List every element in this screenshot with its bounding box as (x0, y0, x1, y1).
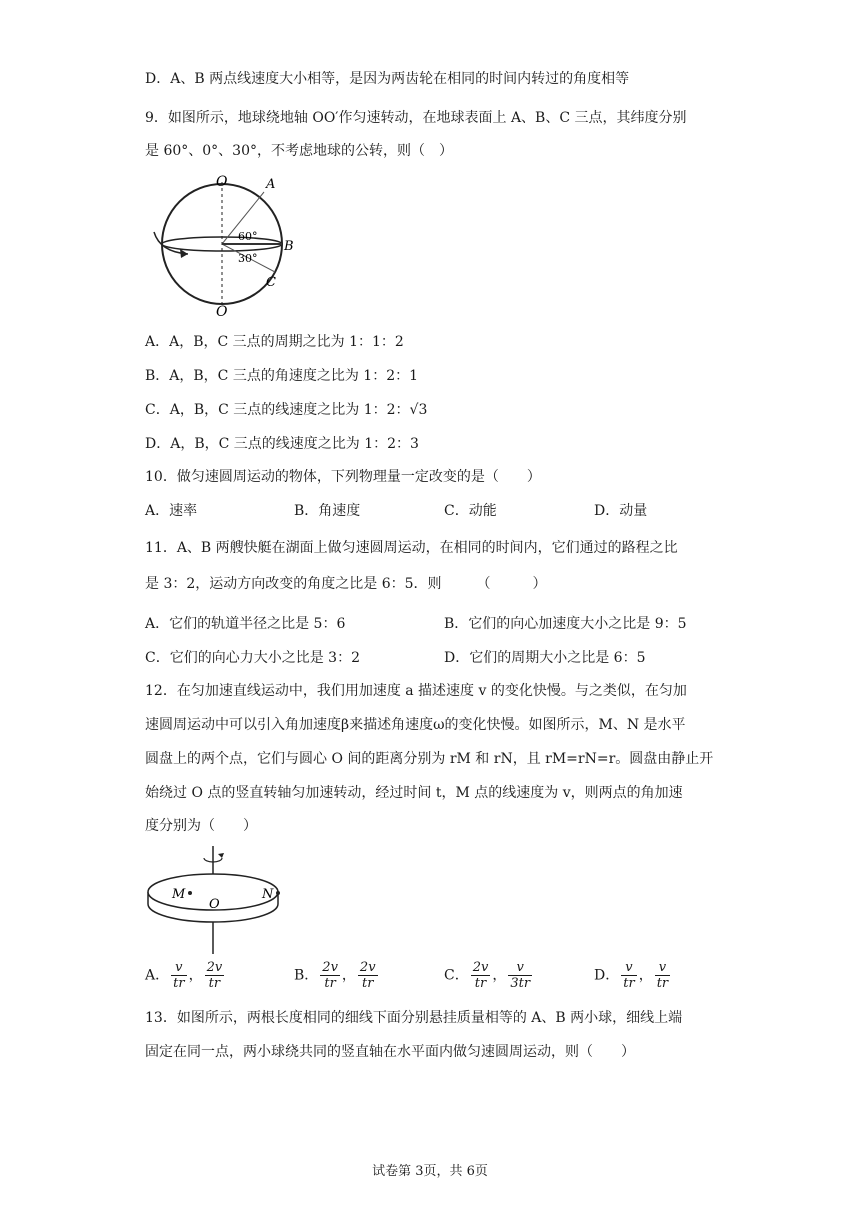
frac-d1: $\frac{v}{tr}$ (623, 960, 635, 991)
label-60: 60° (238, 230, 258, 243)
q9-option-a: A．A，B，C 三点的周期之比为 1：1：2 (145, 334, 404, 350)
label-c: C (266, 275, 276, 290)
q12-option-c (444, 960, 534, 991)
q9-option-d: D．A，B，C 三点的线速度之比为 1：2：3 (145, 436, 419, 452)
label-m: M (172, 887, 186, 902)
frac-a2: $\frac{2v}{tr}$ (206, 960, 223, 991)
label-o-top: O (216, 174, 228, 190)
q9-option-c-sqrt: √3 (409, 402, 428, 418)
q12-option-a-letter: A． (145, 967, 170, 984)
q13-stem-line1: 13．如图所示，两根长度相同的细线下面分别悬挂质量相等的 A、B 两小球，细线上端 (145, 1010, 683, 1026)
q10-option-b: B．角速度 (294, 503, 361, 519)
q9-option-b: B．A，B，C 三点的角速度之比为 1：2：1 (145, 368, 419, 384)
q13-stem-line2: 固定在同一点，两小球绕共同的竖直轴在水平面内做匀速圆周运动，则（ ） (145, 1044, 635, 1060)
frac-c1: $\frac{2v}{tr}$ (472, 960, 489, 991)
q12-stem-line4: 始绕过 O 点的竖直转轴匀加速转动，经过时间 t，M 点的线速度为 v，则两点的角加速 (145, 785, 683, 801)
q12-stem-line2: 速圆周运动中可以引入角加速度β来描述角速度ω的变化快慢。如图所示，M、N 是水平 (145, 717, 686, 733)
rotation-arrow (154, 232, 188, 254)
q12-stem-line1: 12．在匀加速直线运动中，我们用加速度 a 描述速度 v 的变化快慢。与之类似，在匀加 (145, 683, 687, 699)
sep: ， (341, 967, 356, 984)
point-m (188, 891, 192, 895)
q9-stem-line1: 9．如图所示，地球绕地轴 OO′作匀速转动，在地球表面上 A、B、C 三点，其纬度分别 (145, 110, 687, 126)
label-o-bottom: O (216, 304, 228, 320)
sep: ， (188, 967, 203, 984)
q10-option-d: D．动量 (594, 503, 648, 519)
q12-option-a (145, 960, 226, 991)
q10-option-c: C．动能 (444, 503, 497, 519)
rotation-arrow-head (218, 853, 224, 858)
earth-figure (140, 172, 300, 320)
frac-b2: $\frac{2v}{tr}$ (359, 960, 376, 991)
sep: ， (492, 967, 507, 984)
q11-option-b: B．它们的向心加速度大小之比是 9：5 (444, 616, 687, 632)
label-a: A (266, 177, 276, 192)
q12-option-b (294, 960, 380, 991)
frac-a1: $\frac{v}{tr}$ (173, 960, 185, 991)
q9-stem-line2: 是 60°、0°、30°，不考虑地球的公转，则（ ） (145, 143, 453, 159)
q8-option-d: D．A、B 两点线速度大小相等，是因为两齿轮在相同的时间内转过的角度相等 (145, 71, 630, 87)
q11-stem-line2: 是 3：2，运动方向改变的角度之比是 6：5．则 （ ） (145, 576, 547, 592)
q11-option-a: A．它们的轨道半径之比是 5：6 (145, 616, 346, 632)
q12-option-d-letter: D． (594, 967, 620, 984)
label-30: 30° (238, 252, 258, 265)
q12-option-c-letter: C． (444, 967, 469, 984)
q11-option-c: C．它们的向心力大小之比是 3：2 (145, 650, 360, 666)
q12-stem-line3: 圆盘上的两个点，它们与圆心 O 间的距离分别为 rM 和 rN，且 rM=rN=r。圆盘由静止开 (145, 751, 714, 767)
q9-option-c-text: C．A，B，C 三点的线速度之比为 1：2： (145, 402, 410, 418)
q12-stem-line5: 度分别为（ ） (145, 818, 257, 834)
q11-option-d: D．它们的周期大小之比是 6：5 (444, 650, 646, 666)
sep: ， (638, 967, 653, 984)
q12-option-d (594, 960, 672, 991)
frac-d2: $\frac{v}{tr}$ (656, 960, 669, 991)
disc-figure (142, 842, 302, 958)
q10-stem: 10．做匀速圆周运动的物体，下列物理量一定改变的是（ ） (145, 469, 541, 485)
point-n (276, 891, 280, 895)
q9-option-c (145, 400, 427, 420)
label-o: O (209, 897, 220, 912)
page-footer: 试卷第 3页，共 6页 (372, 1164, 488, 1179)
q10-option-a: A．速率 (145, 503, 198, 519)
frac-c2: $\frac{v}{3tr}$ (510, 960, 531, 991)
frac-b1: $\frac{2v}{tr}$ (322, 960, 338, 991)
label-b: B (284, 239, 294, 254)
q12-option-b-letter: B． (294, 967, 319, 984)
q11-stem-line1: 11．A、B 两艘快艇在湖面上做匀速圆周运动，在相同的时间内，它们通过的路程之比 (145, 540, 678, 556)
label-n: N (262, 887, 274, 902)
